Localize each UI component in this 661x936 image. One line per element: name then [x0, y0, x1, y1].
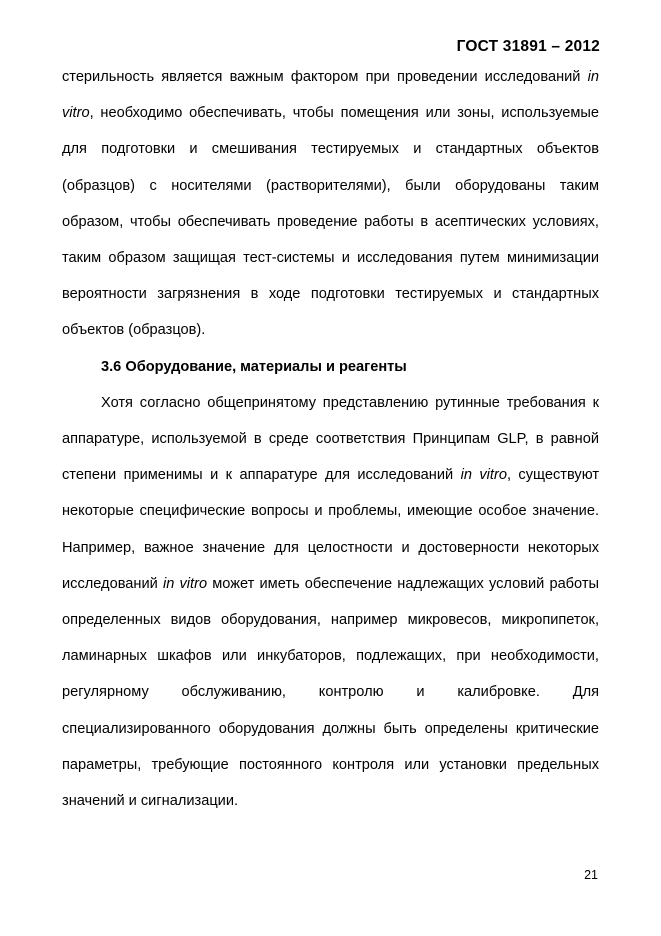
- paragraph-text: Хотя согласно общепринятому представлению рутинные требования к аппаратуре, используемой в среде соответствия Принципам GLP, в равной степени применимы и к аппаратуре для исследований: [62, 394, 599, 484]
- page-number: 21: [584, 868, 598, 882]
- italic-term: in vitro: [62, 69, 599, 122]
- body-text: [62, 59, 599, 819]
- section-heading: 3.6 Оборудование, материалы и реагенты: [101, 358, 407, 375]
- standard-code-header: ГОСТ 31891 – 2012: [456, 38, 600, 55]
- paragraph-sterility: [62, 59, 599, 349]
- paragraph-text: может иметь обеспечение надлежащих условий работы определенных видов оборудования, например микровесов, микропипеток, ламинарных шкафов или инкубаторов, подлежащих, при необходимости, регулярному обслуживанию, контролю и калибровке. Для специализированного оборудования должны быть определены критические параметры, требующие постоянного контроля или установки предельных значений и сигнализации.: [62, 575, 600, 810]
- paragraph-text: , существуют некоторые специфические вопросы и проблемы, имеющие особое значение. Например, важное значение для целостности и достоверности некоторых исследований: [62, 467, 600, 592]
- paragraph-equipment: [62, 385, 599, 819]
- italic-term: in vitro: [460, 467, 507, 484]
- paragraph-text: , необходимо обеспечивать, чтобы помещения или зоны, используемые для подготовки и смешивания тестируемых и стандартных объектов (образцов) с носителями (растворителями), были оборудованы таким образом, чтобы обеспечивать проведение работы в асептических условиях, таким образом защищая тест-системы и исследования путем минимизации вероятности загрязнения в ходе подготовки тестируемых и стандартных объектов (образцов).: [62, 105, 599, 339]
- italic-term: in vitro: [162, 575, 208, 592]
- paragraph-text: стерильность является важным фактором при проведении исследований: [62, 69, 588, 85]
